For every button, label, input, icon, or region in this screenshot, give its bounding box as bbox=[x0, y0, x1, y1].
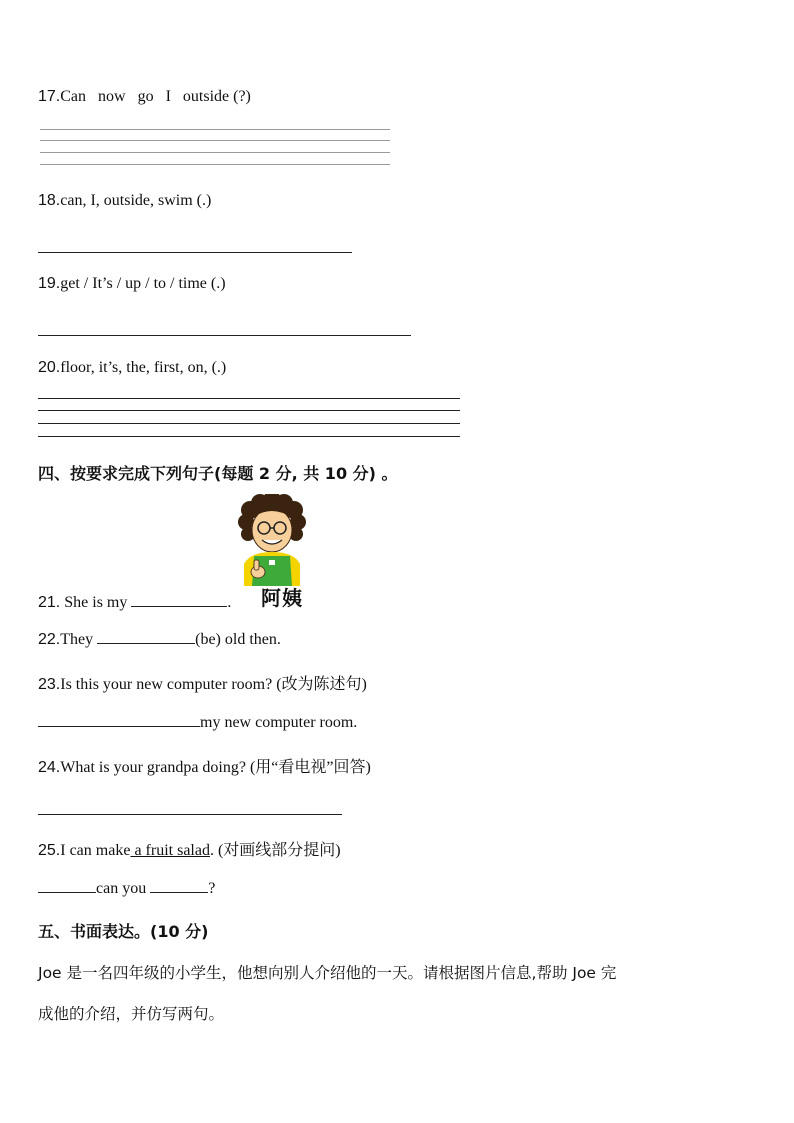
question-text: can, I, outside, swim (.) bbox=[60, 192, 212, 209]
question-number: 21. bbox=[38, 594, 61, 611]
question-text: They bbox=[60, 631, 98, 648]
question-23-answer bbox=[38, 712, 357, 732]
question-number: 20. bbox=[38, 359, 61, 376]
question-25 bbox=[38, 837, 341, 860]
question-17 bbox=[38, 88, 251, 106]
question-number: 22. bbox=[38, 631, 61, 648]
question-text: get / It’s / up / to / time (.) bbox=[60, 275, 226, 292]
question-text: Can now go I outside (?) bbox=[60, 88, 251, 105]
answer-blank[interactable] bbox=[131, 592, 227, 607]
answer-text: my new computer room. bbox=[200, 714, 358, 731]
answer-blank[interactable] bbox=[150, 878, 208, 893]
answer-line[interactable] bbox=[38, 398, 460, 399]
question-text: What is your grandpa doing? (用“看电视”回答) bbox=[60, 759, 371, 776]
aunt-illustration bbox=[236, 494, 326, 612]
answer-line[interactable] bbox=[40, 140, 390, 141]
question-21 bbox=[38, 592, 231, 612]
question-text-end: . bbox=[227, 594, 232, 611]
question-number: 17. bbox=[38, 88, 61, 105]
question-text: She is my bbox=[60, 594, 132, 611]
answer-blank[interactable] bbox=[38, 878, 96, 893]
question-24 bbox=[38, 754, 371, 777]
answer-blank[interactable] bbox=[97, 629, 195, 644]
answer-line[interactable] bbox=[38, 436, 460, 437]
underlined-phrase: a fruit salad bbox=[130, 842, 210, 859]
answer-text: can you bbox=[96, 880, 151, 897]
answer-line[interactable] bbox=[38, 423, 460, 424]
question-text: I can make bbox=[60, 842, 131, 859]
question-19 bbox=[38, 275, 226, 293]
answer-line[interactable] bbox=[38, 410, 460, 411]
question-number: 18. bbox=[38, 192, 61, 209]
question-23 bbox=[38, 671, 367, 694]
question-text: Is this your new computer room? (改为陈述句) bbox=[60, 676, 367, 693]
answer-text-end: ? bbox=[208, 880, 216, 897]
question-25-answer bbox=[38, 878, 215, 898]
question-text-end: (be) old then. bbox=[195, 631, 281, 648]
question-22 bbox=[38, 629, 281, 649]
answer-line[interactable] bbox=[40, 164, 390, 165]
question-20 bbox=[38, 359, 226, 377]
question-number: 19. bbox=[38, 275, 61, 292]
answer-line[interactable] bbox=[38, 252, 352, 253]
section-4-heading: 四、按要求完成下列句子(每题 2 分, 共 10 分) 。 bbox=[38, 464, 398, 483]
section-5-instructions-line-1: Joe 是一名四年级的小学生，他想向别人介绍他的一天。请根据图片信息,帮助 Joe 完 bbox=[38, 964, 617, 982]
question-number: 23. bbox=[38, 676, 61, 693]
section-5-instructions-line-2: 成他的介绍，并仿写两句。 bbox=[38, 1005, 225, 1023]
image-caption: 阿姨 bbox=[261, 586, 303, 610]
question-number: 24. bbox=[38, 759, 61, 776]
question-text: floor, it’s, the, first, on, (.) bbox=[60, 359, 227, 376]
answer-line[interactable] bbox=[38, 814, 342, 815]
answer-line[interactable] bbox=[40, 129, 390, 130]
answer-line[interactable] bbox=[40, 152, 390, 153]
question-18 bbox=[38, 192, 211, 210]
answer-line[interactable] bbox=[38, 335, 411, 336]
question-number: 25. bbox=[38, 842, 61, 859]
answer-blank[interactable] bbox=[38, 712, 200, 727]
question-text-end: . (对画线部分提问) bbox=[209, 842, 341, 859]
aunt-icon bbox=[236, 494, 308, 586]
section-5-heading: 五、书面表达。(10 分) bbox=[38, 922, 209, 941]
